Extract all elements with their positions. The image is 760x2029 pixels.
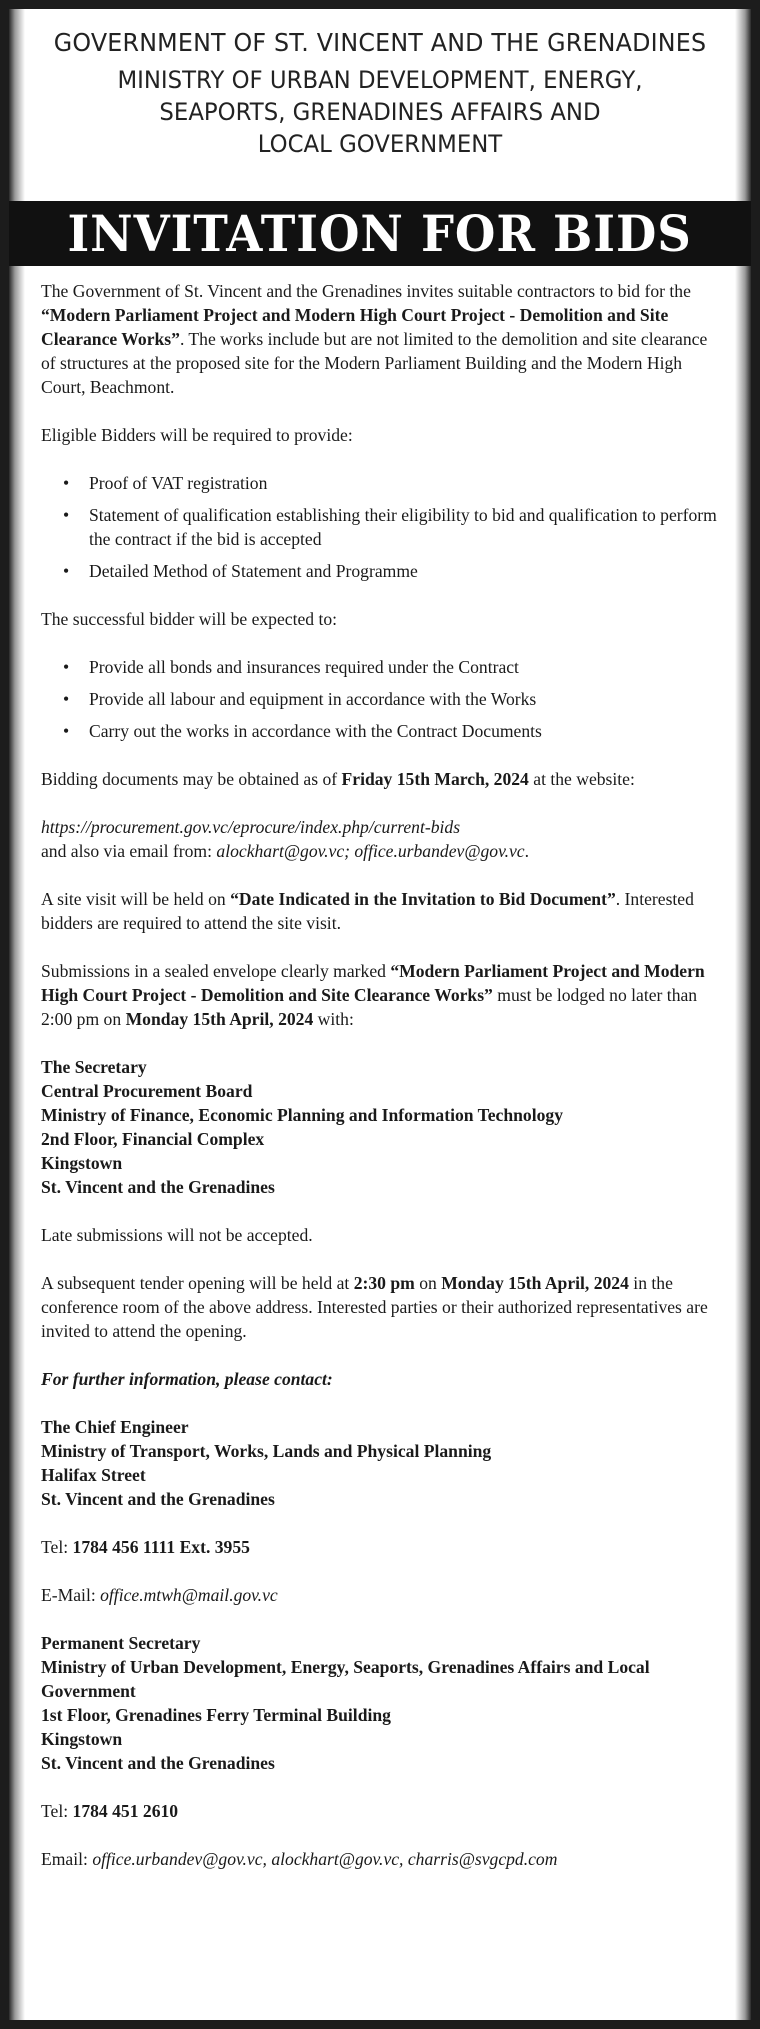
email-addresses[interactable]: office.urbandev@gov.vc, alockhart@gov.vc, charris@svgcpd.com (92, 1849, 558, 1869)
opening-on: on (414, 1273, 442, 1293)
intro-scope: . The works include but are not limited to the demolition and site clearance of structures at the proposed site for the Modern Parliament Building and the Modern High Court, Beachmont. (41, 329, 708, 397)
page-title: INVITATION FOR BIDS (67, 204, 693, 263)
contact2-tel (41, 1799, 721, 1823)
ministry-line-3: LOCAL GOVERNMENT (257, 130, 503, 158)
documents-links (41, 815, 721, 863)
documents-website-text: at the website: (528, 769, 635, 789)
site-visit-date: “Date Indicated in the Invitation to Bid Document” (230, 889, 616, 909)
opening-paragraph (41, 1271, 721, 1343)
ministry-line-1: MINISTRY OF URBAN DEVELOPMENT, ENERGY, (117, 66, 643, 94)
project-name: “Modern Parliament Project and Modern High Court Project - Demolition and Site Clearance Works” (41, 305, 669, 349)
page-border (9, 9, 751, 2020)
documents-date: Friday 15th March, 2024 (341, 769, 529, 789)
submission-marking: “Modern Parliament Project and Modern High Court Project - Demolition and Site Clearance Works” (41, 961, 705, 1005)
procurement-link[interactable]: https://procurement.gov.vc/eprocure/index.php/current-bids (41, 817, 461, 837)
eligible-lead: Eligible Bidders will be required to provide: (41, 425, 353, 445)
tel-number: 1784 456 1111 Ext. 3955 (72, 1537, 250, 1557)
successful-lead: The successful bidder will be expected to: (41, 609, 338, 629)
contact1-tel (41, 1535, 721, 1559)
email-address[interactable]: office.mtwh@mail.gov.vc (100, 1585, 278, 1605)
ministry-line-2: SEAPORTS, GRENADINES AFFAIRS AND (159, 98, 601, 126)
address-line: 2nd Floor, Financial Complex (41, 1129, 265, 1149)
address-line: St. Vincent and the Grenadines (41, 1753, 275, 1773)
title-banner (9, 201, 751, 266)
tel-number: 1784 451 2610 (72, 1801, 179, 1821)
address-line: Halifax Street (41, 1465, 146, 1485)
address-line: St. Vincent and the Grenadines (41, 1489, 275, 1509)
submission-deadline-text: must be lodged no later than 2:00 pm on (41, 985, 698, 1029)
advertisement-paper (25, 9, 735, 2020)
bid-emails[interactable]: alockhart@gov.vc; office.urbandev@gov.vc (216, 841, 525, 861)
header (25, 9, 735, 192)
list-item: • Statement of qualification establishing their eligibility to bid and qualification to perform the contract if the bid is accepted (41, 503, 721, 551)
submission-text: Submissions in a sealed envelope clearly marked (41, 961, 391, 981)
address-line: The Chief Engineer (41, 1417, 189, 1437)
opening-date: Monday 15th April, 2024 (441, 1273, 629, 1293)
contact1-address (41, 1415, 721, 1511)
government-title: GOVERNMENT OF ST. VINCENT AND THE GRENADINES (53, 28, 707, 57)
site-visit-text: A site visit will be held on (41, 889, 231, 909)
successful-list (41, 631, 721, 743)
intro-paragraph (41, 279, 721, 399)
address-line: Ministry of Urban Development, Energy, Seaports, Grenadines Affairs and Local Government (41, 1657, 650, 1701)
email-label: E-Mail: (41, 1585, 101, 1605)
opening-details: in the conference room of the above address. Interested parties or their authorized representatives are invited to attend the opening. (41, 1273, 708, 1341)
list-item: • Carry out the works in accordance with the Contract Documents (41, 719, 721, 743)
contact1-email (41, 1583, 721, 1607)
email-intro: and also via email from: (41, 841, 217, 861)
site-visit-note: . Interested bidders are required to attend the site visit. (41, 889, 694, 933)
submission-paragraph (41, 959, 721, 1031)
address-line: 1st Floor, Grenadines Ferry Terminal Building (41, 1705, 391, 1725)
submission-address (41, 1055, 721, 1199)
email-label: Email: (41, 1849, 93, 1869)
tel-label: Tel: (41, 1801, 73, 1821)
tel-label: Tel: (41, 1537, 73, 1557)
site-visit-paragraph (41, 887, 721, 935)
opening-time: 2:30 pm (353, 1273, 415, 1293)
address-line: Kingstown (41, 1153, 123, 1173)
contact2-email (41, 1847, 721, 1871)
documents-paragraph (41, 767, 721, 791)
opening-text: A subsequent tender opening will be held at (41, 1273, 354, 1293)
address-line: Kingstown (41, 1729, 123, 1749)
address-line: Central Procurement Board (41, 1081, 253, 1101)
intro-text: The Government of St. Vincent and the Grenadines invites suitable contractors to bid for the (41, 281, 691, 301)
address-line: The Secretary (41, 1057, 147, 1077)
list-item: • Provide all bonds and insurances required under the Contract (41, 655, 721, 679)
address-line: Ministry of Transport, Works, Lands and Physical Planning (41, 1441, 492, 1461)
period: . (524, 841, 530, 861)
list-item: • Provide all labour and equipment in accordance with the Works (41, 687, 721, 711)
documents-text: Bidding documents may be obtained as of (41, 769, 342, 789)
address-line: Ministry of Finance, Economic Planning and Information Technology (41, 1105, 563, 1125)
eligible-list (41, 447, 721, 583)
notice-body (41, 279, 721, 1871)
list-item: • Detailed Method of Statement and Programme (41, 559, 721, 583)
contact2-address (41, 1631, 721, 1775)
address-line: St. Vincent and the Grenadines (41, 1177, 275, 1197)
late-notice: Late submissions will not be accepted. (41, 1225, 313, 1245)
submission-with: with: (313, 1009, 354, 1029)
contact-heading: For further information, please contact: (41, 1369, 333, 1389)
submission-date: Monday 15th April, 2024 (125, 1009, 314, 1029)
address-line: Permanent Secretary (41, 1633, 201, 1653)
list-item: • Proof of VAT registration (41, 471, 721, 495)
